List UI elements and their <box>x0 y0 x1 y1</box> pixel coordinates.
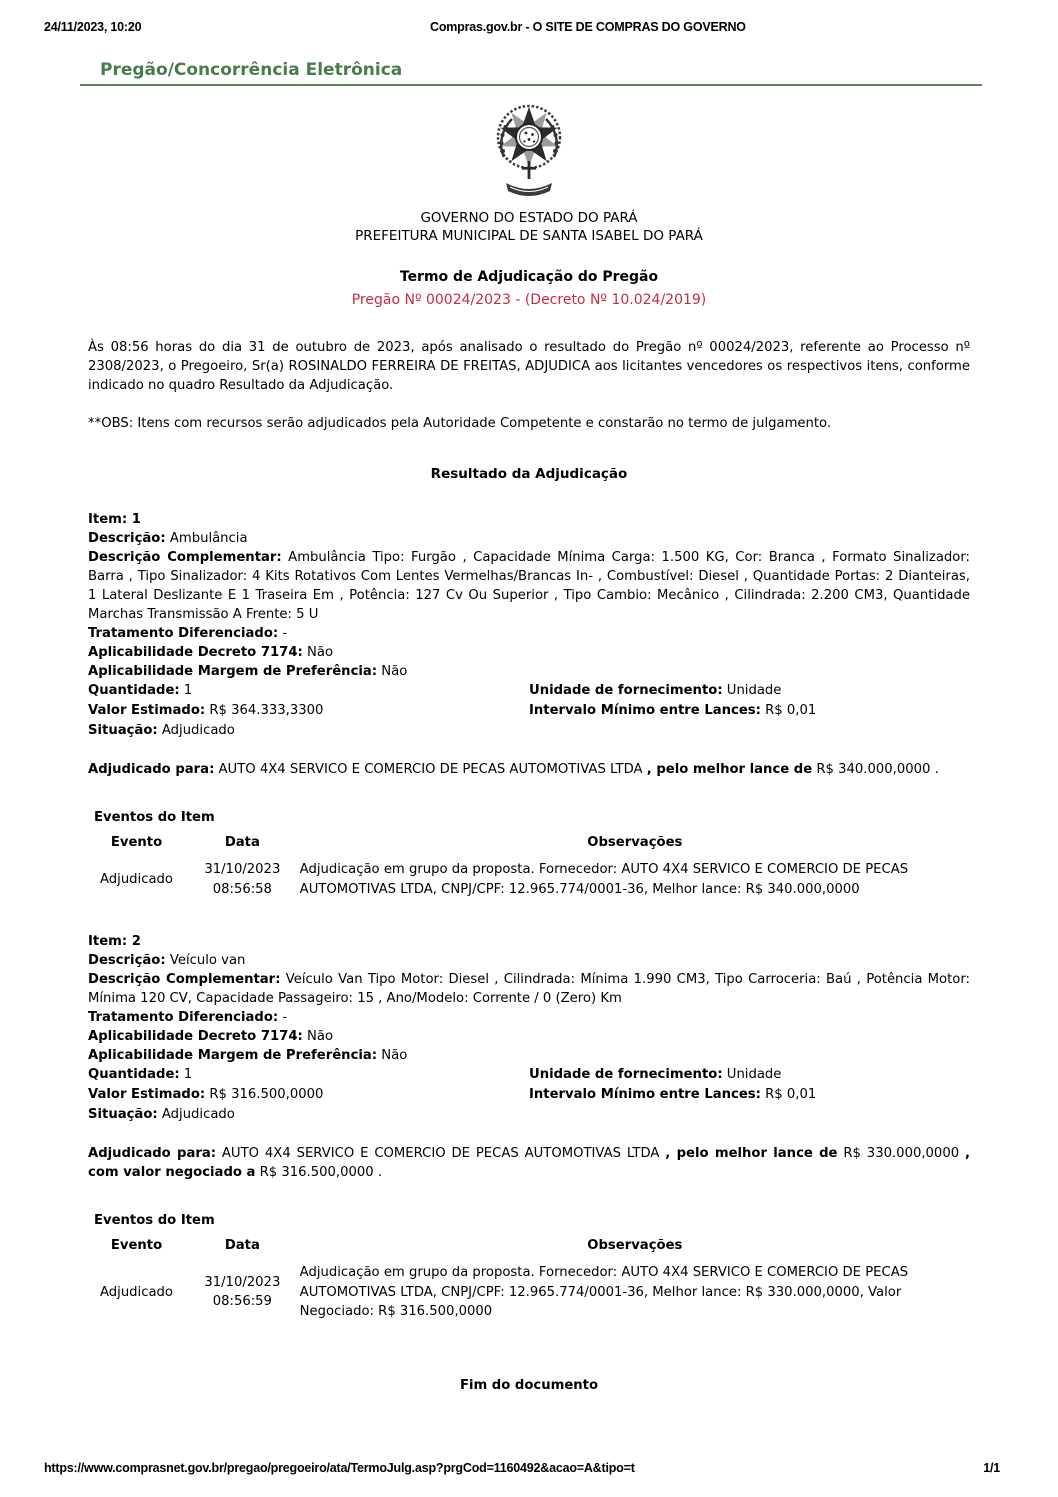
document-title: Termo de Adjudicação do Pregão <box>399 269 659 285</box>
col-evento: Evento <box>110 835 163 850</box>
intro-paragraph: Às 08:56 horas do dia 31 de outubro de 2023, após analisado o resultado do Pregão nº 00024/2023, referente ao Processo nº 2308/2023, o Pregoeiro, Sr(a) ROSINALDO FERREIRA DE FREITAS, ADJUDICA aos licitantes vencedores os respectivos itens, conforme indicado no quadro Resultado da Adjudicação. <box>88 340 970 393</box>
decreto-value: Não <box>307 645 334 660</box>
tratamento-value: - <box>282 1010 288 1025</box>
quantidade-label: Quantidade: <box>88 683 180 698</box>
item-tratamento <box>88 624 970 643</box>
item-decreto <box>88 1027 970 1046</box>
print-footer-url: https://www.comprasnet.gov.br/pregao/pregoeiro/ata/TermoJulg.asp?prgCod=1160492&acao=A&tipo=t <box>44 1461 635 1475</box>
print-header-title: Compras.gov.br - O SITE DE COMPRAS DO GOVERNO <box>430 20 746 34</box>
item-section-2 <box>88 932 970 1322</box>
valor-estimado-value: R$ 364.333,3300 <box>209 703 324 718</box>
item-number-label: Item: 1 <box>88 512 141 527</box>
adjudicado-fornecedor: AUTO 4X4 SERVICO E COMERCIO DE PECAS AUTOMOTIVAS LTDA <box>216 1146 666 1161</box>
unidade-value: Unidade <box>726 683 782 698</box>
print-footer <box>44 1461 1000 1475</box>
tratamento-value: - <box>282 626 288 641</box>
item-number-label: Item: 2 <box>88 934 141 949</box>
item-descricao-complementar <box>88 970 970 1008</box>
org-line-2: PREFEITURA MUNICIPAL DE SANTA ISABEL DO PARÁ <box>355 227 703 244</box>
situacao-value: Adjudicado <box>161 1107 235 1122</box>
adjudicado-para-paragraph <box>88 1144 970 1182</box>
observacoes-cell: Adjudicação em grupo da proposta. Fornecedor: AUTO 4X4 SERVICO E COMERCIO DE PECAS AUTOMOTIVAS LTDA, CNPJ/CPF: 12.965.774/0001-36, Melhor lance: R$ 330.000,0000, Valor Negociado: R$ 316.500,0000 <box>299 1265 909 1319</box>
item-margem <box>88 1046 970 1065</box>
decreto-label: Aplicabilidade Decreto 7174: <box>88 645 303 660</box>
item-intervalo <box>529 701 970 721</box>
org-heading <box>88 210 970 245</box>
valor-estimado-value: R$ 316.500,0000 <box>209 1087 324 1102</box>
margem-label: Aplicabilidade Margem de Preferência: <box>88 664 378 679</box>
descricao-complementar-label: Descrição Complementar: <box>88 972 281 987</box>
data-cell: 31/10/2023 08:56:58 <box>204 862 281 897</box>
item-decreto <box>88 643 970 662</box>
melhor-lance-label: , pelo melhor lance de <box>665 1146 838 1161</box>
page-heading: Pregão/Concorrência Eletrônica <box>100 60 403 80</box>
item-quantidade <box>88 681 529 701</box>
decreto-value: Não <box>307 1029 334 1044</box>
margem-label: Aplicabilidade Margem de Preferência: <box>88 1048 378 1063</box>
result-heading: Resultado da Adjudicação <box>430 466 628 482</box>
col-data: Data <box>224 1238 260 1253</box>
valor-estimado-label: Valor Estimado: <box>88 703 206 718</box>
quantidade-value: 1 <box>183 1067 193 1082</box>
tratamento-label: Tratamento Diferenciado: <box>88 626 279 641</box>
decreto-label: Aplicabilidade Decreto 7174: <box>88 1029 303 1044</box>
item-descricao-complementar <box>88 548 970 624</box>
item-intervalo <box>529 1085 970 1105</box>
item-section-1 <box>88 510 970 899</box>
melhor-lance-value: R$ 340.000,0000 . <box>812 762 939 777</box>
eventos-heading: Eventos do Item <box>94 810 215 825</box>
valor-negociado-value: R$ 316.500,0000 . <box>255 1165 383 1180</box>
intervalo-label: Intervalo Mínimo entre Lances: <box>529 703 761 718</box>
document-subtitle: Pregão Nº 00024/2023 - (Decreto Nº 10.024/2019) <box>351 292 707 308</box>
intervalo-label: Intervalo Mínimo entre Lances: <box>529 1087 761 1102</box>
unidade-label: Unidade de fornecimento: <box>529 1067 723 1082</box>
eventos-table <box>88 1234 970 1322</box>
unidade-value: Unidade <box>726 1067 782 1082</box>
item-number <box>88 510 970 529</box>
evento-cell: Adjudicado <box>100 871 173 887</box>
item-row-quantidade-unidade <box>88 681 970 701</box>
end-of-document: Fim do documento <box>459 1377 599 1393</box>
valor-negociado-label: , com valor negociado a <box>88 1146 970 1180</box>
item-tratamento <box>88 1008 970 1027</box>
valor-estimado-label: Valor Estimado: <box>88 1087 206 1102</box>
intervalo-value: R$ 0,01 <box>765 703 817 718</box>
intervalo-value: R$ 0,01 <box>765 1087 817 1102</box>
obs-note: **OBS: Itens com recursos serão adjudicados pela Autoridade Competente e constarão no termo de julgamento. <box>88 416 832 431</box>
situacao-label: Situação: <box>88 1107 158 1122</box>
margem-value: Não <box>381 1048 408 1063</box>
adjudicado-para-paragraph <box>88 760 970 779</box>
quantidade-label: Quantidade: <box>88 1067 180 1082</box>
descricao-value: Veículo van <box>169 953 246 968</box>
col-data: Data <box>224 835 260 850</box>
item-row-quantidade-unidade <box>88 1065 970 1085</box>
descricao-complementar-value: Veículo Van Tipo Motor: Diesel , Cilindrada: Mínima 1.990 CM3, Tipo Carroceria: Baú , Potência Motor: Mínima 120 CV, Capacidade Passageiro: 15 , Ano/Modelo: Corrente / 0 (Zero) Km <box>88 972 970 1006</box>
eventos-heading: Eventos do Item <box>94 1213 215 1228</box>
evento-cell: Adjudicado <box>100 1284 173 1300</box>
adjudicado-label: Adjudicado para: <box>88 1146 217 1161</box>
item-unidade <box>529 1065 970 1085</box>
situacao-value: Adjudicado <box>161 723 235 738</box>
margem-value: Não <box>381 664 408 679</box>
descricao-value: Ambulância <box>169 531 248 546</box>
item-descricao <box>88 951 970 970</box>
melhor-lance-value: R$ 330.000,0000 <box>837 1146 965 1161</box>
tratamento-label: Tratamento Diferenciado: <box>88 1010 279 1025</box>
melhor-lance-label: , pelo melhor lance de <box>646 762 813 777</box>
item-row-valor-intervalo <box>88 1085 970 1105</box>
descricao-label: Descrição: <box>88 953 166 968</box>
descricao-complementar-value: Ambulância Tipo: Furgão , Capacidade Mínima Carga: 1.500 KG, Cor: Branca , Formato Sinalizador: Barra , Tipo Sinalizador: 4 Kits Rotativos Com Lentes Vermelhas/Brancas In- , Combustível: Diesel , Quantidade Portas: 2 Dianteiras, 1 Lateral Deslizante E 1 Traseira Em , Potência: 127 Cv Ou Superior , Tipo Cambio: Mecânico , Cilindrada: 2.200 CM3, Quantidade Marchas Transmissão A Frente: 5 U <box>88 550 970 622</box>
data-cell: 31/10/2023 08:56:59 <box>204 1274 281 1310</box>
descricao-complementar-label: Descrição Complementar: <box>88 550 282 565</box>
item-unidade <box>529 681 970 701</box>
eventos-table <box>88 831 970 899</box>
item-valor-estimado <box>88 701 529 721</box>
item-row-valor-intervalo <box>88 701 970 721</box>
heading-divider <box>80 84 982 86</box>
quantidade-value: 1 <box>183 683 193 698</box>
item-situacao <box>88 1105 970 1124</box>
descricao-label: Descrição: <box>88 531 166 546</box>
item-situacao <box>88 721 970 740</box>
brazil-coat-of-arms-icon <box>494 101 564 201</box>
eventos-row <box>88 852 970 899</box>
org-line-1: GOVERNO DO ESTADO DO PARÁ <box>420 210 638 226</box>
item-number <box>88 932 970 951</box>
adjudicado-fornecedor: AUTO 4X4 SERVICO E COMERCIO DE PECAS AUTOMOTIVAS LTDA <box>214 762 647 777</box>
print-header-datetime: 24/11/2023, 10:20 <box>44 20 142 34</box>
observacoes-cell: Adjudicação em grupo da proposta. Fornecedor: AUTO 4X4 SERVICO E COMERCIO DE PECAS AUTOMOTIVAS LTDA, CNPJ/CPF: 12.965.774/0001-36, Melhor lance: R$ 340.000,0000 <box>299 862 909 897</box>
unidade-label: Unidade de fornecimento: <box>529 683 723 698</box>
situacao-label: Situação: <box>88 723 158 738</box>
item-descricao <box>88 529 970 548</box>
col-observacoes: Observações <box>587 1238 683 1253</box>
adjudicado-label: Adjudicado para: <box>88 762 215 777</box>
eventos-header-row <box>88 831 970 852</box>
eventos-header-row <box>88 1234 970 1255</box>
print-footer-page-number: 1/1 <box>983 1461 1000 1475</box>
eventos-row <box>88 1255 970 1322</box>
item-margem <box>88 662 970 681</box>
item-valor-estimado <box>88 1085 529 1105</box>
col-evento: Evento <box>110 1238 163 1253</box>
col-observacoes: Observações <box>587 835 683 850</box>
item-quantidade <box>88 1065 529 1085</box>
